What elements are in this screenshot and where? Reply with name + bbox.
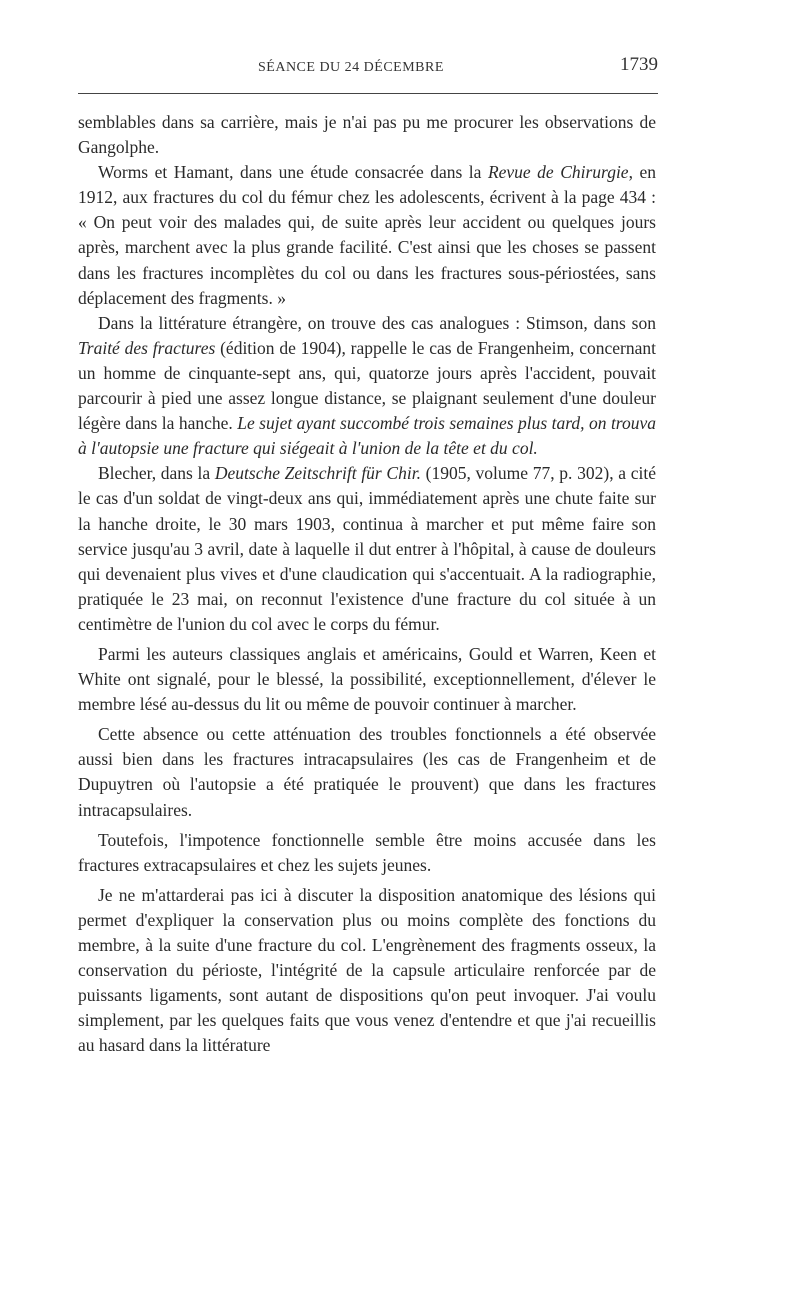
paragraph: [78, 883, 656, 1059]
text-run: Blecher, dans la: [98, 463, 215, 484]
italic-text: Traité des fractures: [78, 337, 216, 358]
running-head: SÉANCE DU 24 DÉCEMBRE: [258, 60, 444, 75]
italic-text: Revue de Chirurgie: [487, 162, 629, 183]
text-run: (édition de 1904), rappelle le cas de Frangenheim, concernant un homme de cinquante-sept ans, qui, quatorze jours après l'accident, pouvait parcourir à pied une assez longue distance, se plaignant seulement d'une douleur légère dans la hanche.: [78, 337, 656, 434]
header-rule: [78, 93, 658, 94]
text-run: Dans la littérature étrangère, on trouve des cas analogues : Stimson, dans son: [98, 312, 656, 333]
body-text: [78, 110, 656, 1058]
text-run: Parmi les auteurs classiques anglais et américains, Gould et Warren, Keen et White ont signalé, pour le blessé, la possibilité, exceptionnellement, d'élever le membre lésé au-dessus du lit ou même de pouvoir continuer à marcher.: [78, 643, 656, 715]
paragraph: [78, 110, 656, 160]
page-number: 1739: [620, 54, 658, 75]
page-header: [78, 52, 658, 92]
text-run: semblables dans sa carrière, mais je n'ai pas pu me procurer les observations de Gangolphe.: [78, 112, 656, 158]
paragraph: [78, 722, 656, 822]
italic-text: Le sujet ayant succombé trois semaines plus tard, on trouva à l'autopsie une fracture qui siégeait à l'union de la tête et du col.: [78, 413, 656, 459]
paragraph: [78, 311, 656, 462]
italic-text: Deutsche Zeitschrift für Chir.: [214, 463, 421, 484]
paragraph: [78, 160, 656, 311]
text-run: (1905, volume 77, p. 302), a cité le cas d'un soldat de vingt-deux ans qui, immédiatement après une chute faite sur la hanche droite, le 30 mars 1903, continua à marcher et put même faire son service jusqu'au 3 avril, date à laquelle il dut entrer à l'hôpital, à cause de douleurs qui devenaient plus vives et d'une claudication qui s'accentuait. A la radiographie, pratiquée le 23 mai, on reconnut l'existence d'une fracture du col située à un centimètre de l'union du col avec le corps du fémur.: [78, 463, 656, 634]
paragraph: [78, 461, 656, 637]
paragraph: [78, 642, 656, 717]
text-run: Je ne m'attarderai pas ici à discuter la disposition anatomique des lésions qui permet d'expliquer la conservation plus ou moins complète des fonctions du membre, à la suite d'une fracture du col. L'engrènement des fragments osseux, la conservation du périoste, l'intégrité de la capsule articulaire renforcée par de puissants ligaments, sont autant de dispositions qu'on peut invoquer. J'ai voulu simplement, par les quelques faits que vous venez d'entendre et que j'ai recueillis au hasard dans la littérature: [78, 884, 656, 1056]
text-run: , en 1912, aux fractures du col du fémur chez les adolescents, écrivent à la page 434 : « On peut voir des malades qui, de suite après leur accident ou quelques jours après, marchent avec la plus grande facilité. C'est ainsi que les choses se passent dans les fractures incomplètes du col ou dans les fractures sous-périostées, sans déplacement des fragments. »: [78, 162, 656, 308]
text-run: Cette absence ou cette atténuation des troubles fonctionnels a été observée aussi bien dans les fractures intracapsulaires (les cas de Frangenheim et de Dupuytren où l'autopsie a été pratiquée le prouvent) que dans les fractures intracapsulaires.: [78, 724, 656, 820]
text-run: Worms et Hamant, dans une étude consacrée dans la: [98, 162, 488, 183]
text-run: Toutefois, l'impotence fonctionnelle semble être moins accusée dans les fractures extracapsulaires et chez les sujets jeunes.: [78, 829, 656, 875]
paragraph: [78, 828, 656, 878]
